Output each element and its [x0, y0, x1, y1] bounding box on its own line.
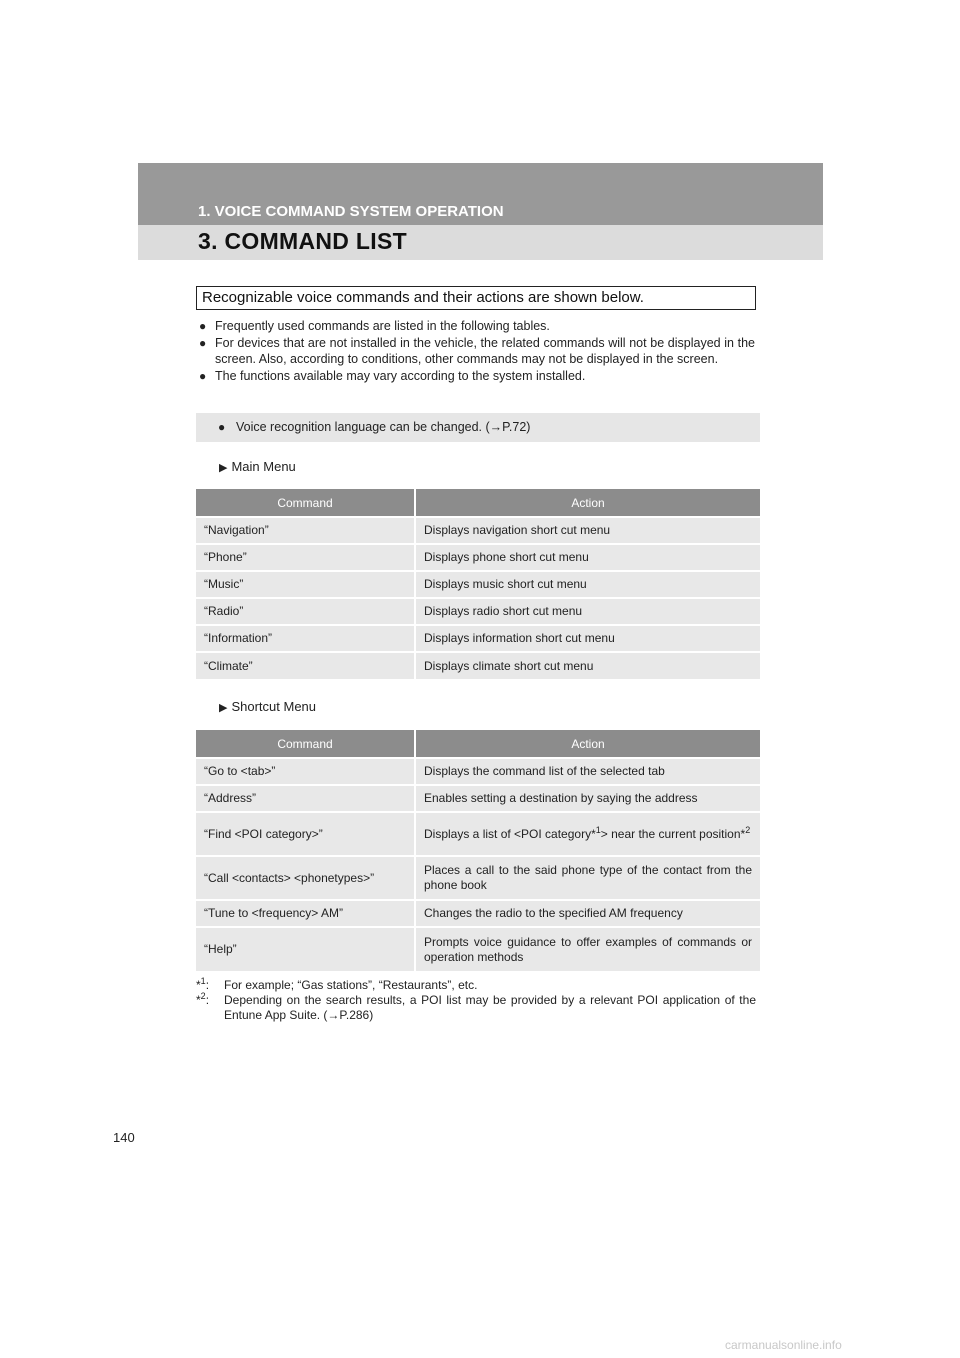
column-header-command: Command [196, 489, 415, 517]
page-header [138, 163, 823, 260]
shortcut-menu-table [196, 730, 760, 971]
bullet-item: ● For devices that are not installed in the vehicle, the related commands will not be displayed in the screen. Also, according to conditions, other commands may not be displayed in the screen. [199, 336, 755, 366]
footnotes [196, 978, 756, 1023]
table-row: “Phone” Displays phone short cut menu [196, 544, 760, 571]
shortcut-menu-heading: ▶ Shortcut Menu [219, 699, 317, 714]
note-text: Voice recognition language can be changed. (→P.72) [236, 420, 531, 434]
footnote: *$^1$: For example; “Gas stations”, “Restaurants”, etc. [196, 976, 478, 992]
triangle-right-icon: ▶ [219, 462, 228, 474]
column-header-action: Action [415, 730, 760, 758]
table-row: “Tune to <frequency> AM” Changes the radio to the specified AM frequency [196, 900, 760, 927]
table-row: “Music” Displays music short cut menu [196, 571, 760, 598]
table-row: “Navigation” Displays navigation short cut menu [196, 517, 760, 544]
bullet-dot-icon: ● [199, 336, 207, 350]
intro-box: Recognizable voice commands and their actions are shown below. [196, 286, 756, 310]
triangle-right-icon: ▶ [219, 702, 228, 714]
note-box [196, 413, 760, 442]
table-row: “Climate” Displays climate short cut menu [196, 652, 760, 679]
table-row: “Go to <tab>” Displays the command list of the selected tab [196, 758, 760, 785]
table-row: “Information” Displays information short cut menu [196, 625, 760, 652]
section-label: 1. VOICE COMMAND SYSTEM OPERATION [198, 203, 504, 220]
table-row: “Radio” Displays radio short cut menu [196, 598, 760, 625]
column-header-action: Action [415, 489, 760, 517]
bullet-list [199, 318, 755, 385]
table-row: “Address” Enables setting a destination by saying the address [196, 785, 760, 812]
footnote: *$^2$: Depending on the search results, a POI list may be provided by a relevant POI application of the Entune App Suite. (→P.286) [196, 991, 756, 1022]
table-row: “Help” Prompts voice guidance to offer examples of commands or operation methods [196, 927, 760, 971]
bullet-dot-icon: ● [199, 319, 207, 333]
table-row: “Find <POI category>” Displays a list of <POI category*$^1$> near the current position*$^2$ [196, 812, 760, 856]
bullet-dot-icon: ● [199, 369, 207, 383]
page-title: 3. COMMAND LIST [198, 228, 407, 254]
page-number: 140 [113, 1130, 135, 1145]
watermark: carmanualsonline.info [725, 1338, 842, 1352]
title-band [138, 225, 823, 260]
main-menu-table [196, 489, 760, 679]
column-header-command: Command [196, 730, 415, 758]
bullet-dot-icon: ● [218, 420, 226, 434]
bullet-item: ● The functions available may vary according to the system installed. [199, 369, 586, 383]
table-row: “Call <contacts> <phonetypes>” Places a call to the said phone type of the contact from the phone book [196, 856, 760, 900]
main-menu-heading: ▶ Main Menu [219, 459, 296, 474]
poi-action-cell: Displays a list of <POI category*$^1$> near the current position*$^2$ [415, 812, 760, 856]
bullet-item: ● Frequently used commands are listed in the following tables. [199, 319, 550, 333]
header-band [138, 163, 823, 225]
